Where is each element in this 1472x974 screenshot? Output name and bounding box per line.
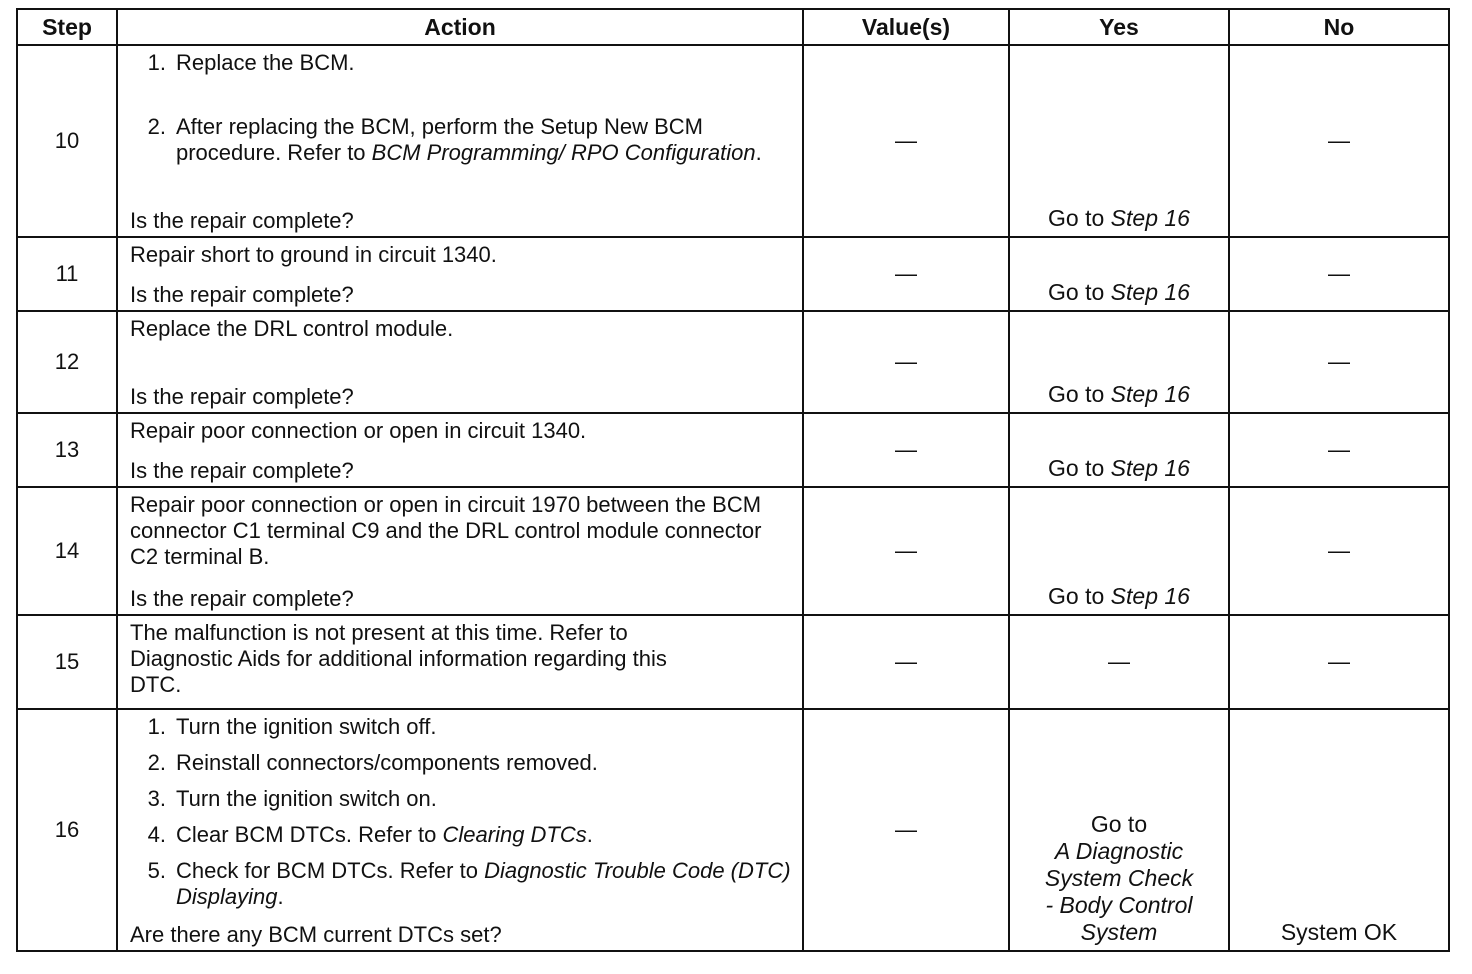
question-text: Is the repair complete? [130,282,354,307]
step-16-link[interactable]: Step 16 [1110,455,1190,481]
value-cell: — [803,709,1009,951]
no-cell: — [1229,615,1449,709]
item-text: Turn the ignition switch on. [176,786,437,811]
yes-cell: — [1009,615,1229,709]
question-text: Is the repair complete? [130,208,354,233]
header-step: Step [17,9,117,45]
action-cell [117,413,803,487]
action-item [130,858,792,910]
item-text: Clear BCM DTCs. Refer to [176,822,443,847]
no-cell: — [1229,45,1449,237]
item-number: 2. [147,750,166,775]
action-list [130,714,792,920]
yes-cell [1009,487,1229,615]
item-number: 5. [147,858,166,883]
item-number: 1. [147,714,166,739]
procedure-link[interactable]: Diagnostic Trouble Code (DTC) Displaying [176,858,791,909]
header-yes: Yes [1009,9,1229,45]
action-item [130,822,792,848]
item-number: 1. [147,50,166,75]
action-cell [117,487,803,615]
action-cell [117,237,803,311]
item-text: Check for BCM DTCs. Refer to [176,858,485,883]
action-cell [117,615,803,709]
table-row-step-10 [17,45,1449,237]
step-16-link[interactable]: Step 16 [1110,279,1190,305]
action-text: The malfunction is not present at this time. Refer to Diagnostic Aids for additional information regarding this DTC. [130,620,667,697]
value-cell: — [803,413,1009,487]
item-number: 3. [147,786,166,811]
table-row-step-15 [17,615,1449,709]
yes-cell [1009,311,1229,413]
step-number: 13 [17,413,117,487]
item-end: . [277,884,284,909]
go-to-label: Go to [1048,205,1105,231]
yes-cell [1009,413,1229,487]
go-to-label: Go to [1048,279,1105,305]
no-cell: System OK [1229,709,1449,951]
action-cell [117,45,803,237]
action-text: Repair short to ground in circuit 1340. [130,242,497,267]
go-to-label: Go to [1090,811,1148,837]
action-cell [117,311,803,413]
step-16-link[interactable]: Step 16 [1110,583,1190,609]
procedure-link[interactable]: BCM Programming/ RPO Configuration [371,140,756,165]
question-text: Is the repair complete? [130,586,354,611]
action-cell [117,709,803,951]
action-item [130,114,792,166]
value-cell: — [803,45,1009,237]
yes-cell [1009,709,1229,951]
step-number: 16 [17,709,117,951]
diagnostic-table [16,8,1450,952]
value-cell: — [803,487,1009,615]
no-cell: — [1229,311,1449,413]
header-row [17,9,1449,45]
yes-cell [1009,237,1229,311]
question-text: Is the repair complete? [130,384,354,409]
step-number: 14 [17,487,117,615]
table-row-step-14 [17,487,1449,615]
step-number: 15 [17,615,117,709]
action-text: Replace the DRL control module. [130,316,454,341]
diagnostic-system-check-link[interactable]: A Diagnostic System Check - Body Control System [1044,838,1194,945]
value-cell: — [803,311,1009,413]
table-row-step-12 [17,311,1449,413]
item-number: 2. [147,114,166,139]
item-text: Reinstall connectors/components removed. [176,750,598,775]
action-item [130,50,792,76]
action-text: Repair poor connection or open in circuit 1340. [130,418,587,443]
question-text: Are there any BCM current DTCs set? [130,922,502,947]
yes-cell [1009,45,1229,237]
value-cell: — [803,237,1009,311]
step-16-link[interactable]: Step 16 [1110,205,1190,231]
action-list [130,50,792,166]
item-end: . [755,140,762,165]
action-item [130,714,792,740]
no-cell: — [1229,413,1449,487]
go-to-label: Go to [1048,455,1105,481]
step-number: 11 [17,237,117,311]
table-row-step-16 [17,709,1449,951]
item-number: 4. [147,822,166,847]
table-row-step-11 [17,237,1449,311]
value-cell: — [803,615,1009,709]
item-text: Turn the ignition switch off. [176,714,437,739]
step-number: 10 [17,45,117,237]
step-16-link[interactable]: Step 16 [1110,381,1190,407]
no-cell: — [1229,487,1449,615]
action-item [130,750,792,776]
go-to-label: Go to [1048,381,1105,407]
item-text: After replacing the BCM, perform the Setup New BCM procedure. Refer to [176,114,703,165]
table-row-step-13 [17,413,1449,487]
no-cell: — [1229,237,1449,311]
action-item [130,786,792,812]
header-values: Value(s) [803,9,1009,45]
action-text: Repair poor connection or open in circuit 1970 between the BCM connector C1 terminal C9 and the DRL control module connector C2 terminal B. [130,492,762,569]
question-text: Is the repair complete? [130,458,354,483]
procedure-link[interactable]: Clearing DTCs [442,822,587,847]
header-no: No [1229,9,1449,45]
item-end: . [586,822,593,847]
go-to-label: Go to [1048,583,1105,609]
item-text: Replace the BCM. [176,50,355,75]
step-number: 12 [17,311,117,413]
header-action: Action [117,9,803,45]
